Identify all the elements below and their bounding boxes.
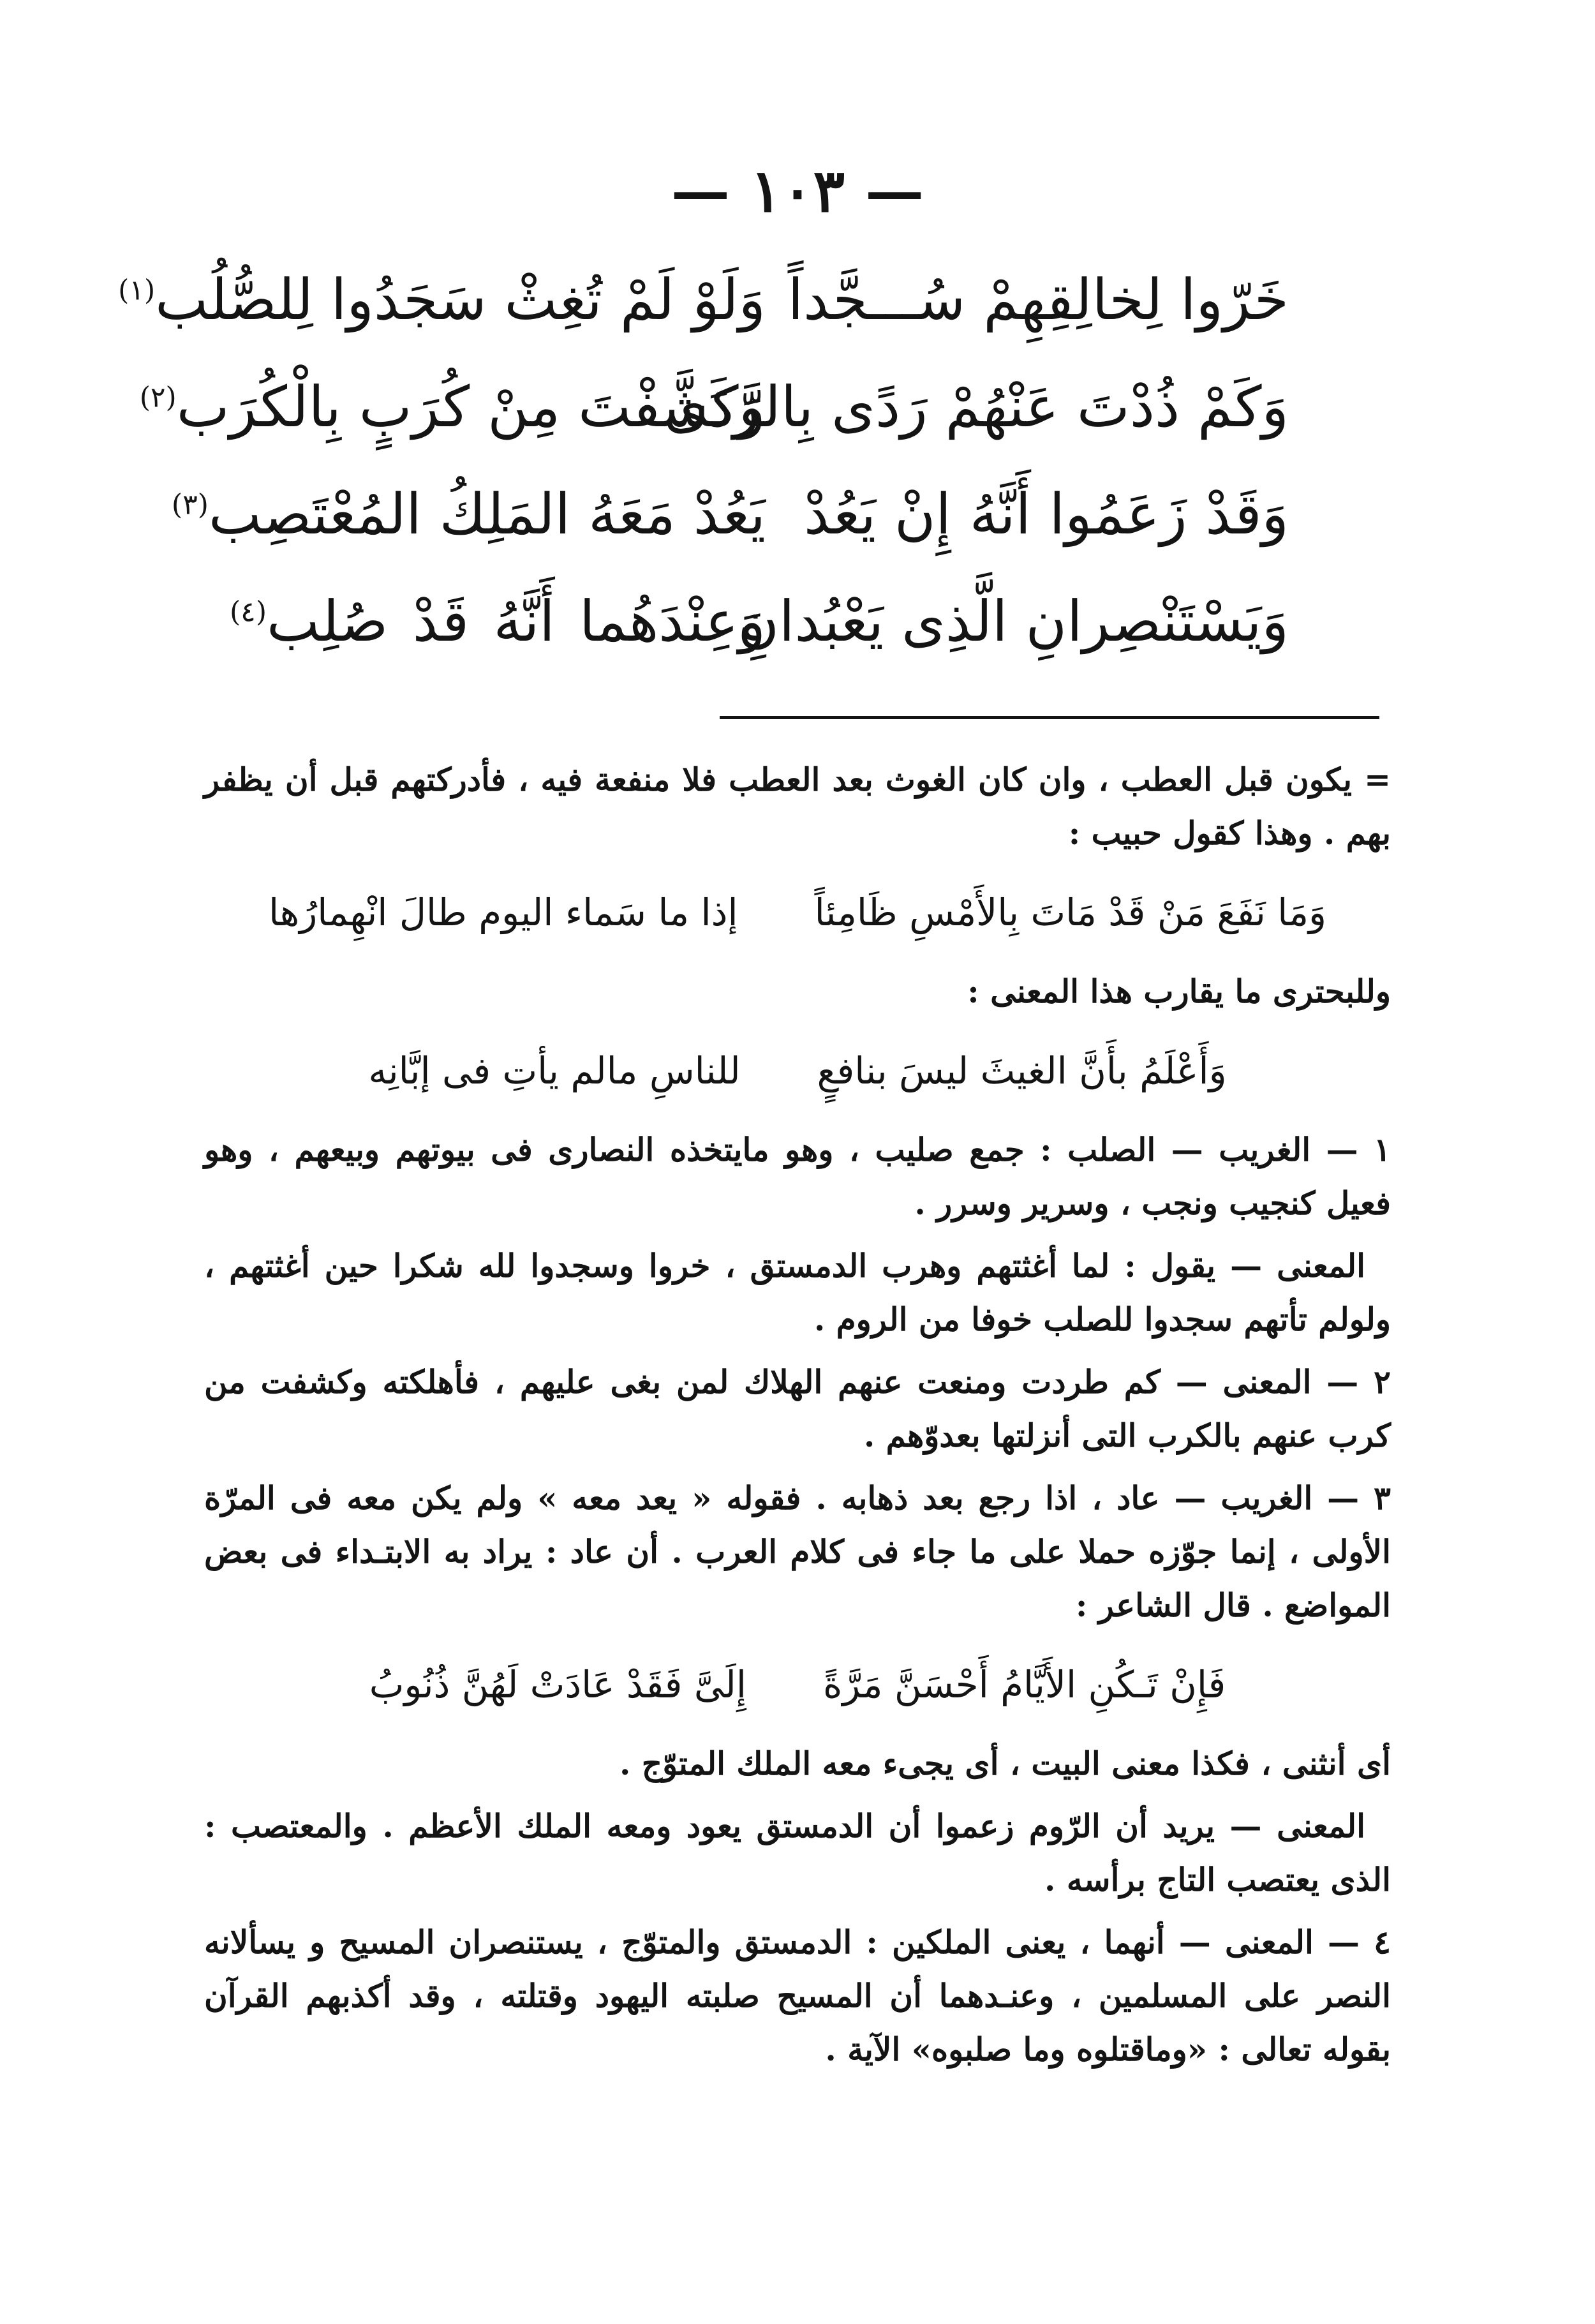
cited-verse-habib — [204, 886, 1391, 939]
cited-verse-first: وَمَا نَفَعَ مَنْ قَدْ مَاتَ بِالأَمْسِ ظَامِئاً — [814, 891, 1327, 934]
cited-verse-first: وَأَعْلَمُ بأَنَّ الغيثَ ليسَ بنافعٍ — [817, 1049, 1227, 1092]
footnote-intro: = يكون قبل العطب ، وان كان الغوث بعد العطب فلا منفعة فيه ، فأدركتهم قبل أن يظفر بهم . وهذا كقول حبيب : — [204, 761, 1391, 852]
cited-verse-poet — [204, 1658, 1391, 1711]
footnote-ref: (٤) — [230, 595, 267, 629]
verse-second-hemistich: وَعِنْدَهُما أَنَّهُ قَدْ صُلِب$^{(٤)}$ — [230, 588, 766, 654]
footnote-3-after: أى أنثنى ، فكذا معنى البيت ، أى يجىء معه الملك المتوّج . — [619, 1745, 1391, 1782]
cited-verse-second: إذا ما سَماء اليوم طالَ انْهِمارُها — [268, 891, 738, 934]
cited-verse-buhturi — [204, 1044, 1391, 1098]
footnote-ref: (٢) — [139, 381, 177, 414]
footnote-3-meaning: المعنى — يريد أن الرّوم زعموا أن الدمستق يعود ومعه الملك الأعظم . والمعتصب : الذى يعتصب التاج برأسه . — [204, 1807, 1391, 1898]
cited-verse-second: إِلَىَّ فَقَدْ عَادَتْ لَهُنَّ ذُنُوبُ — [369, 1663, 746, 1706]
cited-verse-second: للناسِ مالم يأتِ فى إبَّانِه — [368, 1049, 741, 1092]
verse-second-hemistich: وَكَشَّفْتَ مِنْ كُرَبٍ بِالْكُرَب$^{(٢)}$ — [139, 373, 766, 440]
verse-line — [139, 353, 1289, 460]
footnotes — [204, 753, 1391, 2085]
buhturi-intro: وللبحترى ما يقارب هذا المعنى : — [967, 972, 1391, 1010]
verse-line — [230, 567, 1289, 674]
verse-second-hemistich: وَلَوْ لَمْ تُغِثْ سَجَدُوا لِلصُّلُب$^{(١)}$ — [118, 266, 766, 332]
footnote-4-meaning: ٤ — المعنى — أنهما ، يعنى الملكين : الدمستق والمتوّج ، يستنصران المسيح و يسألانه النصر على المسلمين ، وعنـدهما أن المسيح صلبته اليهود وقتلته ، وقد أكذبهم القرآن بقوله تعالى : «وماقتلوه وما صلبوه» الآية . — [204, 1923, 1391, 2068]
footnote-divider — [720, 716, 1379, 719]
verse-first-hemistich: وَكَمْ ذُدْتَ عَنْهُمْ رَدًى بِالرَّدَى — [664, 373, 1289, 440]
footnote-1-meaning: المعنى — يقول : لما أغثتهم وهرب الدمستق ، خروا وسجدوا لله شكرا حين أغثتهم ، ولولم تأتهم سجدوا للصلب خوفا من الروم . — [204, 1247, 1391, 1338]
footnote-ref: (٣) — [171, 488, 209, 521]
page-number: — ١٠٣ — — [671, 156, 924, 225]
footnote-ref: (١) — [118, 274, 156, 307]
poem-verses — [118, 246, 1289, 674]
cited-verse-first: فَإِنْ تَـكُنِ الأَيَّامُ أَحْسَنَّ مَرَّةً — [822, 1663, 1226, 1706]
verse-second-hemistich: يَعُدْ مَعَهُ المَلِكُ المُعْتَصِب$^{(٣)}$ — [171, 480, 766, 547]
verse-first-hemistich: خَرّوا لِخالِقِهِمْ سُـــجَّداً — [787, 266, 1289, 332]
verse-first-hemistich: وَيَسْتَنْصِرانِ الَّذِى يَعْبُدانِ — [738, 588, 1289, 654]
footnote-2-meaning: ٢ — المعنى — كم طردت ومنعت عنهم الهلاك لمن بغى عليهم ، فأهلكته وكشفت من كرب عنهم بالكرب التى أنزلتها بعدوّهم . — [204, 1363, 1391, 1454]
footnote-3-gloss: ٣ — الغريب — عاد ، اذا رجع بعد ذهابه . فقوله « يعد معه » ولم يكن معه فى المرّة الأولى ، إنما جوّزه حملا على ما جاء فى كلام العرب . أن عاد : يراد به الابتـداء فى بعض المواضع . قال الشاعر : — [204, 1479, 1391, 1624]
footnote-1-gloss: ١ — الغريب — الصلب : جمع صليب ، وهو مايتخذه النصارى فى بيوتهم وبيعهم ، وهو فعيل كنجيب ونجب ، وسرير وسرر . — [204, 1131, 1391, 1222]
verse-line — [171, 460, 1289, 567]
verse-line — [118, 246, 1289, 353]
verse-first-hemistich: وَقَدْ زَعَمُوا أَنَّهُ إِنْ يَعُدْ — [804, 480, 1289, 547]
